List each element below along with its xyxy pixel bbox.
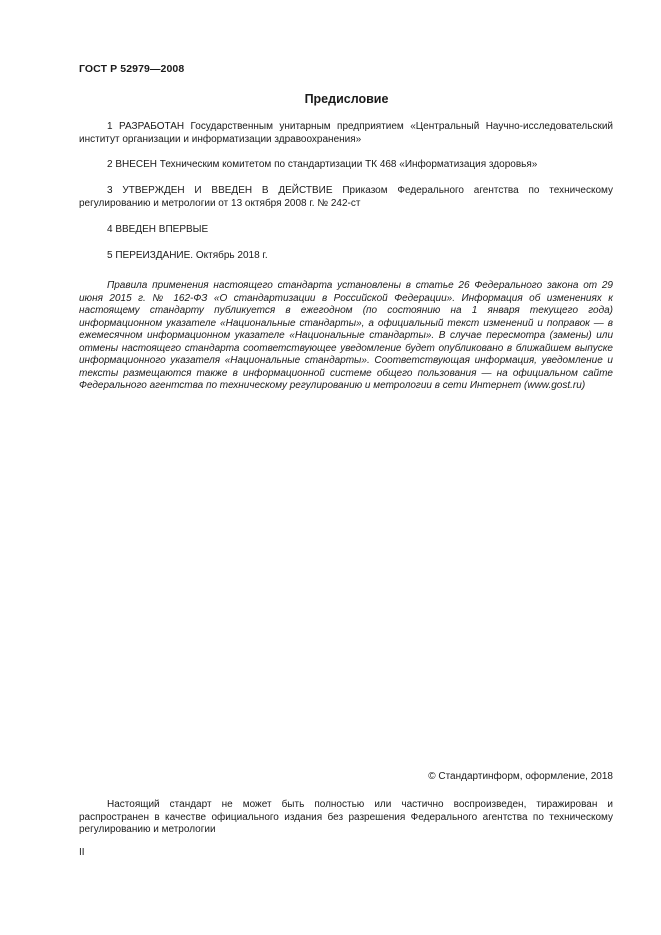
page-title: Предисловие — [304, 92, 389, 106]
copyright-line: © Стандартинформ, оформление, 2018 — [428, 771, 613, 782]
preface-item-5: 5 ПЕРЕИЗДАНИЕ. Октябрь 2018 г. — [107, 250, 268, 261]
standard-application-notice: Правила применения настоящего стандарта установлены в статье 26 Федерального закона от 29 июня 2015 г. № 162-ФЗ «О стандартизации в Российской Федерации». Информация об изменениях к настоящему стандарту публикуется в ежегодном (по состоянию на 1 января текущего года) информационном указателе «Национальные стандарты», а официальный текст изменений и поправок — в ежемесячном информационном указателе «Национальные стандарты». В случае пересмотра (замены) или отмены настоящего стандарта соответствующее уведомление будет опубликовано в ближайшем выпуске информационного указателя «Национальные стандарты». Соответствующая информация, уведомление и тексты размещаются также в информационной системе общего пользования — на официальном сайте Федерального агентства по техническому регулированию и метрологии в сети Интернет (www.gost.ru) — [79, 280, 613, 391]
page-number: II — [79, 847, 85, 858]
reproduction-notice: Настоящий стандарт не может быть полностью или частично воспроизведен, тиражирован и распространен в качестве официального издания без разрешения Федерального агентства по техническому регулированию и метрологии — [79, 799, 613, 835]
preface-item-1: 1 РАЗРАБОТАН Государственным унитарным предприятием «Центральный Научно-исследовательский институт организации и информатизации здравоохранения» — [79, 121, 613, 145]
preface-item-4: 4 ВВЕДЕН ВПЕРВЫЕ — [107, 224, 209, 235]
preface-item-3: 3 УТВЕРЖДЕН И ВВЕДЕН В ДЕЙСТВИЕ Приказом Федерального агентства по техническому регулированию и метрологии от 13 октября 2008 г. № 242-ст — [79, 185, 613, 209]
standard-code: ГОСТ Р 52979—2008 — [79, 63, 185, 75]
preface-item-2: 2 ВНЕСЕН Техническим комитетом по стандартизации ТК 468 «Информатизация здоровья» — [107, 159, 538, 170]
